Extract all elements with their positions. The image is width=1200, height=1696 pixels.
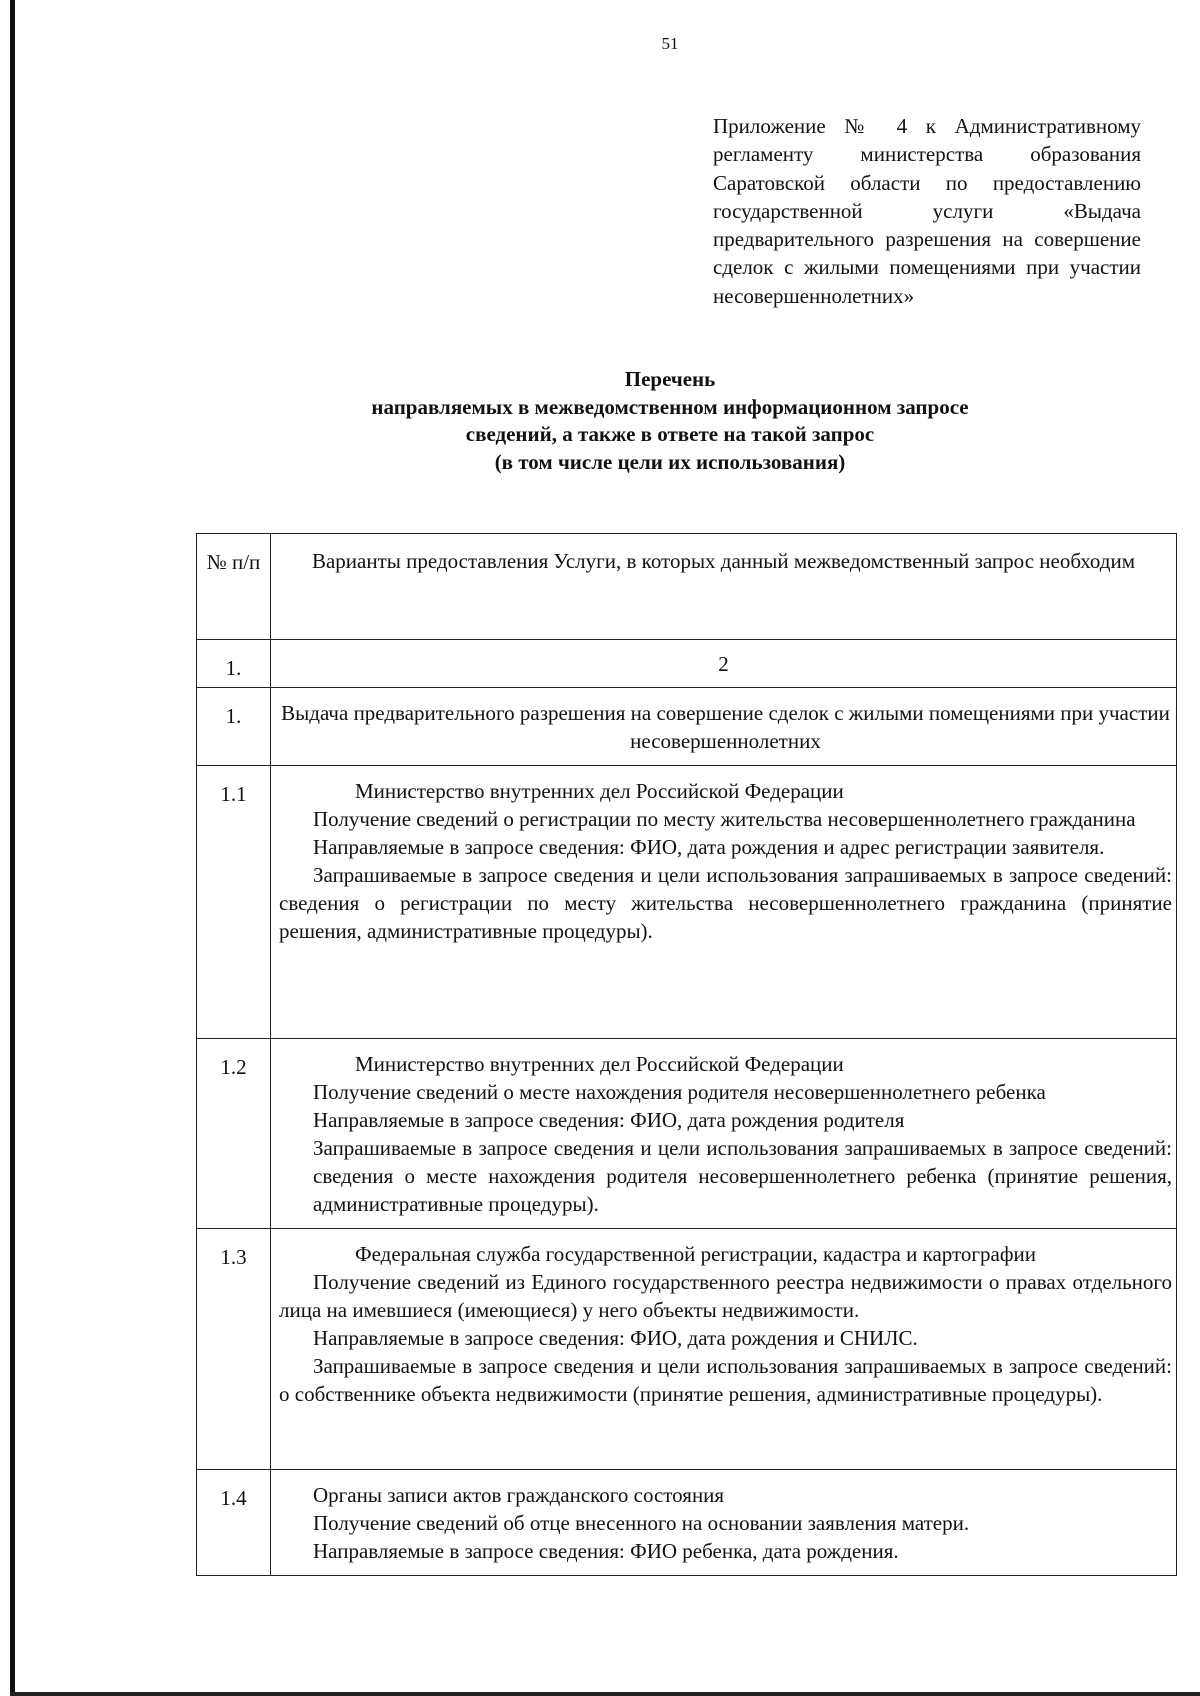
requested-data: Запрашиваемые в запросе сведения и цели использования запрашиваемых в запросе сведений: о собственнике объекта недвижимости (принятие решения, административные процедуры). — [279, 1354, 1172, 1406]
table-row — [197, 688, 1177, 766]
row-num: 1.3 — [197, 1229, 271, 1470]
request-subject: Получение сведений из Единого государственного реестра недвижимости о правах отдельного лица на имевшиеся (имеющиеся) у него объекты недвижимости. — [279, 1270, 1172, 1322]
sent-data: Направляемые в запросе сведения: ФИО, дата рождения родителя — [313, 1108, 905, 1132]
request-subject: Получение сведений о регистрации по месту жительства несовершеннолетнего гражданина — [313, 807, 1136, 831]
title-line-4: (в том числе цели их использования) — [494, 449, 846, 474]
agency: Органы записи актов гражданского состояния — [313, 1483, 725, 1507]
sent-data: Направляемые в запросе сведения: ФИО ребенка, дата рождения. — [313, 1539, 899, 1563]
index-col-1: 1. — [197, 640, 271, 688]
header-variants: Варианты предоставления Услуги, в которых данный межведомственный запрос необходим — [271, 534, 1177, 640]
request-subject: Получение сведений об отце внесенного на основании заявления матери. — [313, 1511, 970, 1535]
sent-data: Направляемые в запросе сведения: ФИО, дата рождения и СНИЛС. — [313, 1326, 918, 1350]
table-header-row — [197, 534, 1177, 640]
title-line-3: сведений, а также в ответе на такой запрос — [465, 422, 875, 446]
requested-data: Запрашиваемые в запросе сведения и цели использования запрашиваемых в запросе сведений: сведения о месте нахождения родителя несовершеннолетнего ребенка (принятие решения, административные процедуры). — [313, 1136, 1172, 1216]
scan-bottom-edge — [10, 1692, 1200, 1696]
row-content — [271, 1039, 1177, 1229]
agency: Министерство внутренних дел Российской Федерации — [355, 779, 844, 803]
row-num: 1.1 — [197, 766, 271, 1039]
table-row — [197, 1229, 1177, 1470]
appendix-note: Приложение № 4 к Административному регламенту министерства образования Саратовской области по предоставлению государственной услуги «Выдача предварительного разрешения на совершение сделок с жилыми помещениями при участии несовершеннолетних» — [713, 114, 1141, 308]
row-content — [271, 1229, 1177, 1470]
agency: Министерство внутренних дел Российской Федерации — [355, 1052, 844, 1076]
row-content — [271, 1470, 1177, 1576]
agency: Федеральная служба государственной регистрации, кадастра и картографии — [355, 1242, 1036, 1266]
requested-data: Запрашиваемые в запросе сведения и цели использования запрашиваемых в запросе сведений: сведения о регистрации по месту жительства несовершеннолетнего гражданина (принятие решения, административные процедуры). — [279, 863, 1172, 943]
scan-left-edge — [10, 0, 15, 1696]
document-title — [190, 366, 1150, 476]
table-row — [197, 1039, 1177, 1229]
row-num: 1. — [197, 688, 271, 766]
sent-data: Направляемые в запросе сведения: ФИО, дата рождения и адрес регистрации заявителя. — [313, 835, 1105, 859]
index-col-2: 2 — [271, 640, 1177, 688]
table-index-row — [197, 640, 1177, 688]
requests-table — [196, 533, 1177, 1576]
row-num: 1.4 — [197, 1470, 271, 1576]
row-content — [271, 766, 1177, 1039]
title-line-2: направляемых в межведомственном информационном запросе — [371, 394, 969, 419]
row-num: 1.2 — [197, 1039, 271, 1229]
title-line-1: Перечень — [624, 367, 716, 391]
page-number: 51 — [661, 34, 679, 53]
request-subject: Получение сведений о месте нахождения родителя несовершеннолетнего ребенка — [313, 1080, 1046, 1104]
table-row — [197, 1470, 1177, 1576]
row-text: Выдача предварительного разрешения на совершение сделок с жилыми помещениями при участии несовершеннолетних — [271, 688, 1177, 766]
header-num: № п/п — [197, 534, 271, 640]
table-row — [197, 766, 1177, 1039]
